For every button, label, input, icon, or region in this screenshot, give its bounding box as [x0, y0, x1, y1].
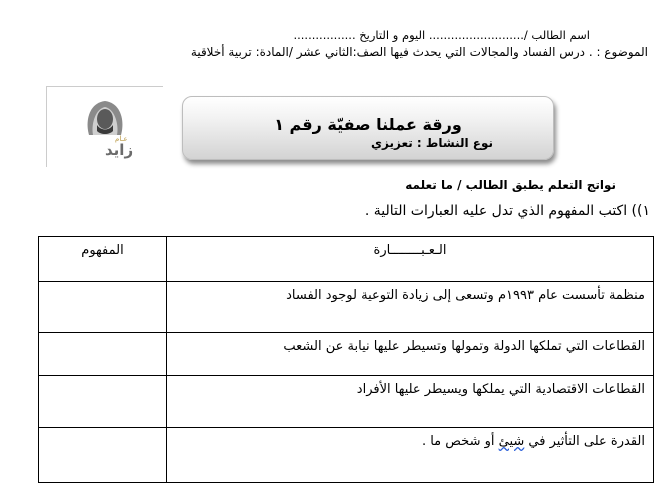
- phrase-cell: منظمة تأسست عام ١٩٩٣م وتسعى إلى زيادة التوعية لوجود الفساد: [167, 282, 654, 333]
- table-row: [39, 333, 654, 376]
- phrase-part: القدرة على التأثير في: [524, 434, 645, 449]
- table-row: [39, 282, 654, 333]
- activity-type: نوع النشاط : تعزيزي: [371, 136, 493, 150]
- concept-answer-cell[interactable]: [39, 333, 167, 376]
- concept-answer-cell[interactable]: [39, 428, 167, 483]
- worksheet-title-box: [182, 96, 554, 160]
- logo-year-text: عـام: [115, 135, 128, 143]
- phrase-part: أو شخص ما .: [421, 434, 499, 449]
- table-row: [39, 428, 654, 483]
- concept-answer-cell[interactable]: [39, 376, 167, 428]
- logo-zayed-text: زايد: [105, 141, 134, 159]
- phrase-cell: القطاعات الاقتصادية التي يملكها ويسيطر عليها الأفراد: [167, 376, 654, 428]
- phrase-cell: القطاعات التي تملكها الدولة وتمولها وتسيطر عليها نيابة عن الشعب: [167, 333, 654, 376]
- concept-table: [38, 236, 654, 483]
- year-of-zayed-logo: [46, 86, 163, 167]
- table-header-row: [39, 237, 654, 282]
- phrase-cell: [167, 428, 654, 483]
- student-name-date-line: اسم الطالب /.......................... اليوم و التاريخ .................: [293, 28, 590, 42]
- concept-column-header: المفهوم: [39, 237, 167, 282]
- phrase-column-header: الـعـبــــــــارة: [167, 237, 654, 282]
- question-1: ١)) اكتب المفهوم الذي تدل عليه العبارات التالية .: [364, 203, 650, 219]
- misspelled-word: شيئ: [498, 434, 525, 449]
- learning-outcomes-label: نواتج التعلم يطبق الطالب / ما تعلمه: [405, 178, 616, 192]
- table-row: [39, 376, 654, 428]
- concept-answer-cell[interactable]: [39, 282, 167, 333]
- portrait-icon: [75, 95, 135, 135]
- topic-line: الموضوع : . درس الفساد والمجالات التي يحدث فيها الصف:الثاني عشر /المادة: تربية أخلاقية: [190, 45, 648, 59]
- worksheet-title: ورقة عملنا صفيّة رقم ١: [274, 115, 462, 134]
